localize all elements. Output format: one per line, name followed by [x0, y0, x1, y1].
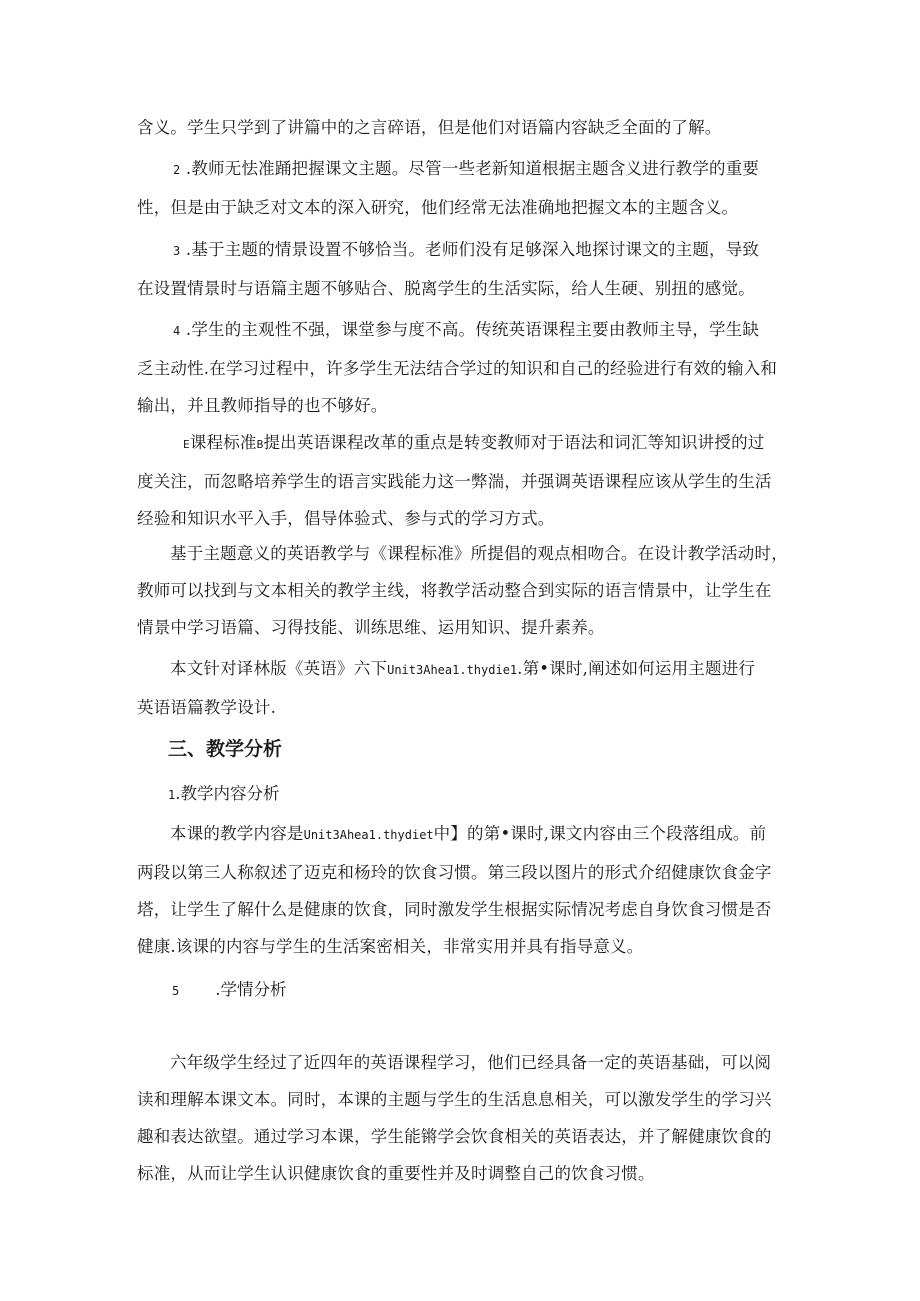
paragraph-learner-analysis — [137, 1044, 787, 1192]
text-line — [137, 650, 787, 689]
text-line: 英语语篇教学设计. — [137, 698, 277, 717]
text-line: 趣和表达欲望。通过学习本课，学生能锵学会饮食相关的英语表达，并了解健康饮食的 — [137, 1127, 772, 1146]
text-line: 度关注，而忽略培养学生的语言实践能力这一弊湍，并强调英语课程应该从学生的生活 — [137, 472, 772, 491]
text-line — [137, 150, 787, 189]
text-line: 性，但是由于缺乏对文本的深入研究，他们经常无法准确地把握文本的主题含义。 — [137, 198, 739, 217]
bracket-mark: B — [256, 438, 264, 451]
text-segment: 本文针对译林版《英语》六下 — [170, 659, 388, 678]
text-segment: 课程标准 — [189, 433, 257, 452]
text-line — [137, 231, 787, 270]
text-segment: .第•课时,阐述如何运用主题进行 — [517, 659, 756, 678]
text-line: 含义。学生只学到了讲篇中的之言碎语，但是他们对语篇内容缺乏全面的了解。 — [137, 118, 722, 137]
paragraph-intro-tail — [137, 109, 787, 146]
text-line: 塔，让学生了解什么是健康的饮食，同时激发学生根据实际情况考虑自身饮食习惯是否 — [137, 900, 772, 919]
text-line: 基于主题意义的英语教学与《课程标准》所提倡的观点相吻合。在设计教学活动时， — [170, 544, 788, 563]
text-line — [137, 815, 787, 854]
text-line: 健康.该课的内容与学生的生活案密相关，非常实用并具有指导意义。 — [137, 937, 644, 956]
text-segment: 提出英语课程改革的重点是转变教师对于语法和词汇等知识讲授的过 — [263, 433, 765, 452]
text-segment: .学生的主观性不强，课堂参与度不高。传统英语课程主要由教师主导，学生缺 — [180, 320, 760, 339]
paragraph-article-scope — [137, 650, 787, 726]
bracket-mark: E — [183, 438, 190, 451]
list-number: 2 — [173, 163, 181, 177]
text-segment: 中】的第•课时,课文内容由三个段落组成。前 — [433, 824, 767, 843]
paragraph-point-2 — [137, 150, 787, 226]
text-segment: .教师无怯准踊把握课文主题。尽管一些老新知道根据主题含义进行教学的重要 — [180, 159, 760, 178]
text-line: 在设置情景时与语篇主题不够贴合、脱离学生的生活实际，给人生硬、别扭的感觉。 — [137, 279, 755, 298]
text-line — [137, 311, 787, 350]
text-line: 六年级学生经过了近四年的英语课程学习，他们已经具备一定的英语基础，可以阅 — [170, 1053, 772, 1072]
text-line: 输出，并且教师指导的也不够好。 — [137, 396, 388, 415]
paragraph-point-4 — [137, 311, 787, 424]
paragraph-curriculum-standard — [137, 424, 787, 537]
text-line — [137, 424, 787, 463]
paragraph-content-analysis — [137, 815, 787, 965]
list-number: 1 — [168, 788, 176, 802]
text-line: 教师可以找到与文本相关的教学主线，将教学活动整合到实际的语言情景中，让学生在 — [137, 581, 772, 600]
list-number: 4 — [173, 324, 181, 338]
list-number: 3 — [173, 244, 181, 258]
subheading-text: .教学内容分析 — [175, 784, 280, 803]
section-heading: 三、教学分析 — [168, 738, 283, 760]
text-segment: .基于主题的情景设置不够恰当。老师们没有足够深入地探讨课文的主题，导致 — [180, 240, 760, 259]
unit-code: Unit3Ahea1.thydie1 — [387, 663, 518, 677]
text-line: 两段以第三人称叙述了迈克和杨玲的饮食习惯。第三段以图片的形式介绍健康饮食金字 — [137, 863, 772, 882]
paragraph-theme-meaning — [137, 535, 787, 646]
list-number: 5 — [172, 984, 180, 998]
paragraph-point-3 — [137, 231, 787, 307]
text-line: 情景中学习语篇、习得技能、训练思维、运用知识、提升素养。 — [137, 618, 605, 637]
text-line: 读和理解本课文本。同时，本课的主题与学生的生活息息相关，可以激发学生的学习兴 — [137, 1090, 772, 1109]
text-line: 经验和知识水平入手，倡导体验式、参与式的学习方式。 — [137, 509, 555, 528]
subheading-content-analysis — [168, 780, 279, 804]
text-line: 标准，从而让学生认识健康饮食的重要性并及时调整自己的饮食习惯。 — [137, 1164, 655, 1183]
text-segment: 本课的教学内容是 — [170, 824, 304, 843]
text-line: 乏主动性.在学习过程中，许多学生无法结合学过的知识和自己的经验进行有效的输入和 — [137, 359, 778, 378]
subheading-learner-analysis — [172, 976, 286, 1000]
unit-code: Unit3Ahea1.thydiet — [303, 828, 434, 842]
subheading-text: .学情分析 — [215, 980, 287, 999]
